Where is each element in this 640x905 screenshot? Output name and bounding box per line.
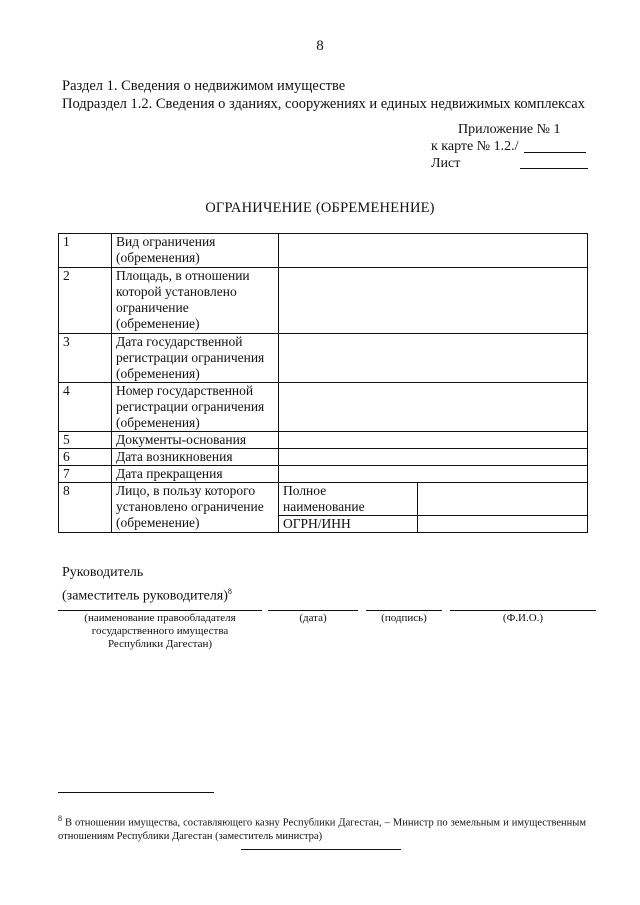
date-line (268, 610, 358, 611)
row-label (112, 466, 279, 483)
appendix-title: Приложение № 1 (458, 122, 561, 137)
signatory-title: Руководитель (62, 565, 144, 580)
sheet-number-blank (520, 168, 588, 169)
table-row (59, 383, 588, 432)
row-number: 4 (59, 383, 112, 432)
table-row (59, 483, 588, 516)
value-cell (279, 466, 588, 483)
row-number: 3 (59, 334, 112, 383)
row-label (112, 449, 279, 466)
row-number: 5 (59, 432, 112, 449)
label-line: установлено ограничение (116, 499, 264, 514)
fio-line (450, 610, 596, 611)
row-label (112, 268, 279, 334)
label-line: Республики Дагестан) (107, 638, 213, 650)
owner-name-label (58, 612, 262, 651)
signature-line (366, 610, 442, 611)
value-cell (279, 268, 588, 334)
value-cell (279, 383, 588, 432)
row-label (112, 432, 279, 449)
value-cell-ogrn-inn (418, 516, 588, 533)
owner-name-line (58, 610, 262, 611)
signatory-deputy (62, 582, 232, 606)
appendix-card-ref (431, 138, 519, 156)
footnote-separator (58, 792, 214, 793)
appendix-sheet-label: Лист (431, 156, 461, 171)
label-line: (наименование правообладателя (84, 612, 236, 624)
subsection-heading: Подраздел 1.2. Сведения о зданиях, сооружениях и единых недвижимых комплексах (62, 96, 585, 112)
value-cell (279, 432, 588, 449)
row-label (112, 234, 279, 268)
label-line: (обременение) (116, 515, 200, 530)
table-row (59, 432, 588, 449)
date-label: (дата) (299, 612, 327, 624)
card-number-blank (524, 152, 586, 153)
table-row (59, 234, 588, 268)
page-number: 8 (316, 38, 324, 54)
label-line: регистрации ограничения (116, 350, 265, 365)
document-title: ОГРАНИЧЕНИЕ (ОБРЕМЕНЕНИЕ) (205, 200, 435, 216)
appendix-card-label: к карте № 1.2./ (431, 139, 519, 154)
row-label (112, 383, 279, 432)
row-number: 2 (59, 268, 112, 334)
row-number: 7 (59, 466, 112, 483)
label-line: (обременения) (116, 415, 200, 430)
row-number: 1 (59, 234, 112, 268)
section-heading: Раздел 1. Сведения о недвижимом имуществе (62, 78, 346, 94)
label-line: Дата прекращения (116, 466, 223, 481)
row-label (112, 483, 279, 533)
table-row (59, 268, 588, 334)
value-cell (279, 449, 588, 466)
value-cell-full-name (418, 483, 588, 516)
label-line: которой установлено (116, 284, 237, 299)
label-line: ограничение (116, 300, 189, 315)
label-line: государственного имущества (91, 625, 229, 637)
label-line: (обременения) (116, 366, 200, 381)
sub-label-ogrn-inn: ОГРН/ИНН (279, 516, 418, 533)
label-line: регистрации ограничения (116, 399, 265, 414)
sub-label-full-name (279, 483, 418, 516)
label-line: (обременение) (116, 316, 200, 331)
footnote (58, 812, 586, 843)
row-number: 8 (59, 483, 112, 533)
row-number: 6 (59, 449, 112, 466)
signature-label: (подпись) (381, 612, 427, 624)
fio-label: (Ф.И.О.) (502, 612, 544, 624)
table-row (59, 466, 588, 483)
label-line: Номер государственной (116, 383, 254, 398)
table-row (59, 449, 588, 466)
label-line: Документы-основания (116, 432, 247, 447)
value-cell (279, 234, 588, 268)
label-line: Дата государственной (116, 334, 243, 349)
label-line: Вид ограничения (116, 234, 216, 249)
footnote-reference: 8 (227, 587, 232, 596)
value-cell (279, 334, 588, 383)
label-line: Полное (283, 483, 327, 498)
label-line: наименование (283, 499, 365, 514)
label-line: Дата возникновения (116, 449, 233, 464)
label-line: (обременения) (116, 250, 200, 265)
encumbrance-table (58, 233, 588, 533)
signatory-caption (62, 563, 232, 606)
footnote-mark: 8 (58, 814, 62, 823)
signatory-deputy-text: (заместитель руководителя) (62, 588, 228, 604)
row-label (112, 334, 279, 383)
table-row (59, 334, 588, 383)
label-line: Лицо, в пользу которого (116, 483, 256, 498)
bottom-divider (241, 849, 401, 850)
footnote-text: В отношении имущества, составляющего казну Республики Дагестан, – Министр по земельным и имущественным отношениям Республики Дагестан (заместитель министра) (58, 817, 586, 842)
label-line: Площадь, в отношении (116, 268, 250, 283)
